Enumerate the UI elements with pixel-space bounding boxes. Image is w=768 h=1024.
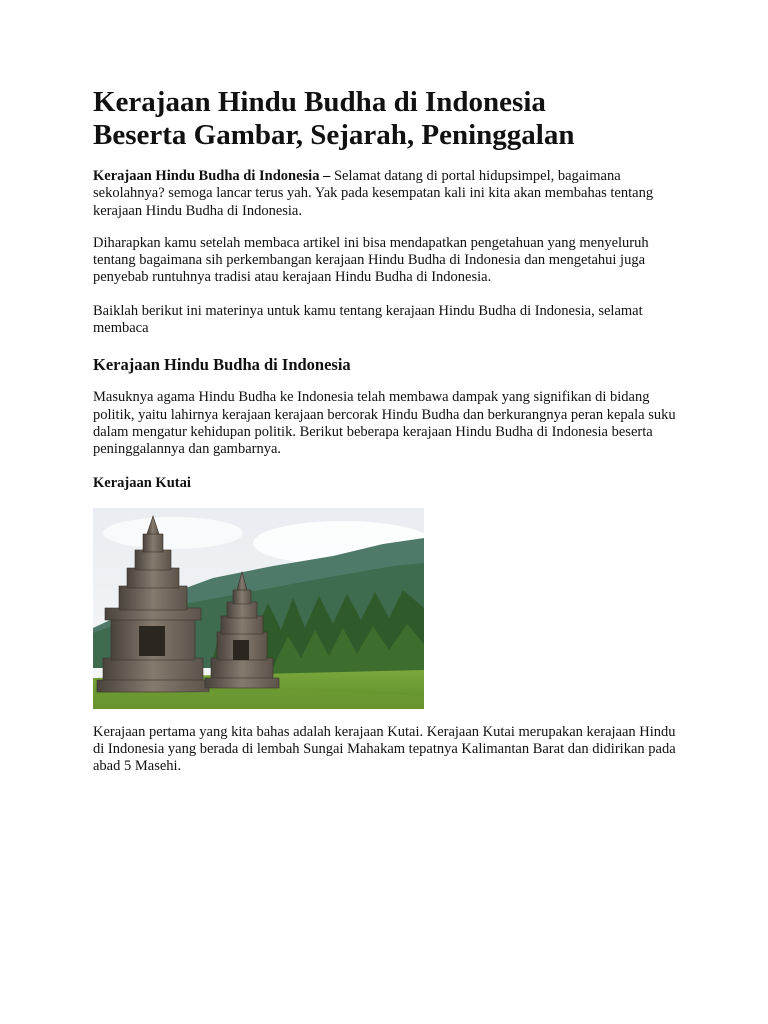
temple-photo — [93, 508, 424, 709]
title-line-1: Kerajaan Hindu Budha di Indonesia — [93, 86, 546, 118]
section-heading: Kerajaan Hindu Budha di Indonesia — [93, 355, 351, 375]
paragraph-expectation: Diharapkan kamu setelah membaca artikel ini bisa mendapatkan pengetahuan yang menyeluruh tentang bagaimana sih perkembangan kerajaan Hindu Budha di Indonesia dan mengetahui juga penyebab runtuhnya tradisi atau kerajaan Hindu Budha di Indonesia. — [93, 234, 649, 286]
intro-paragraph — [93, 168, 683, 220]
subheading-kutai: Kerajaan Kutai — [93, 474, 191, 491]
intro-text: Selamat datang di portal hidupsimpel, bagaimana sekolahnya? semoga lancar terus yah. Yak pada kesempatan kali ini kita akan membahas tentang kerajaan Hindu Budha di Indonesia. — [93, 168, 654, 219]
article-body — [93, 86, 683, 775]
paragraph-intro-material: Baiklah berikut ini materinya untuk kamu tentang kerajaan Hindu Budha di Indonesia, selamat membaca — [93, 302, 643, 337]
paragraph-kutai: Kerajaan pertama yang kita bahas adalah kerajaan Kutai. Kerajaan Kutai merupakan kerajaan Hindu di Indonesia yang berada di lembah Sungai Mahakam tepatnya Kalimantan Barat dan didirikan pada abad 5 Masehi. — [93, 723, 676, 775]
page-title — [93, 86, 683, 152]
intro-bold-lead: Kerajaan Hindu Budha di Indonesia – — [93, 168, 331, 184]
paragraph-history: Masuknya agama Hindu Budha ke Indonesia telah membawa dampak yang signifikan di bidang politik, yaitu lahirnya kerajaan kerajaan bercorak Hindu Budha dan berkurangnya peran kepala suku dalam mengatur kehidupan politik. Berikut beberapa kerajaan Hindu Budha di Indonesia beserta peninggalannya dan gambarnya. — [93, 389, 676, 458]
title-line-2: Beserta Gambar, Sejarah, Peninggalan — [93, 119, 575, 151]
